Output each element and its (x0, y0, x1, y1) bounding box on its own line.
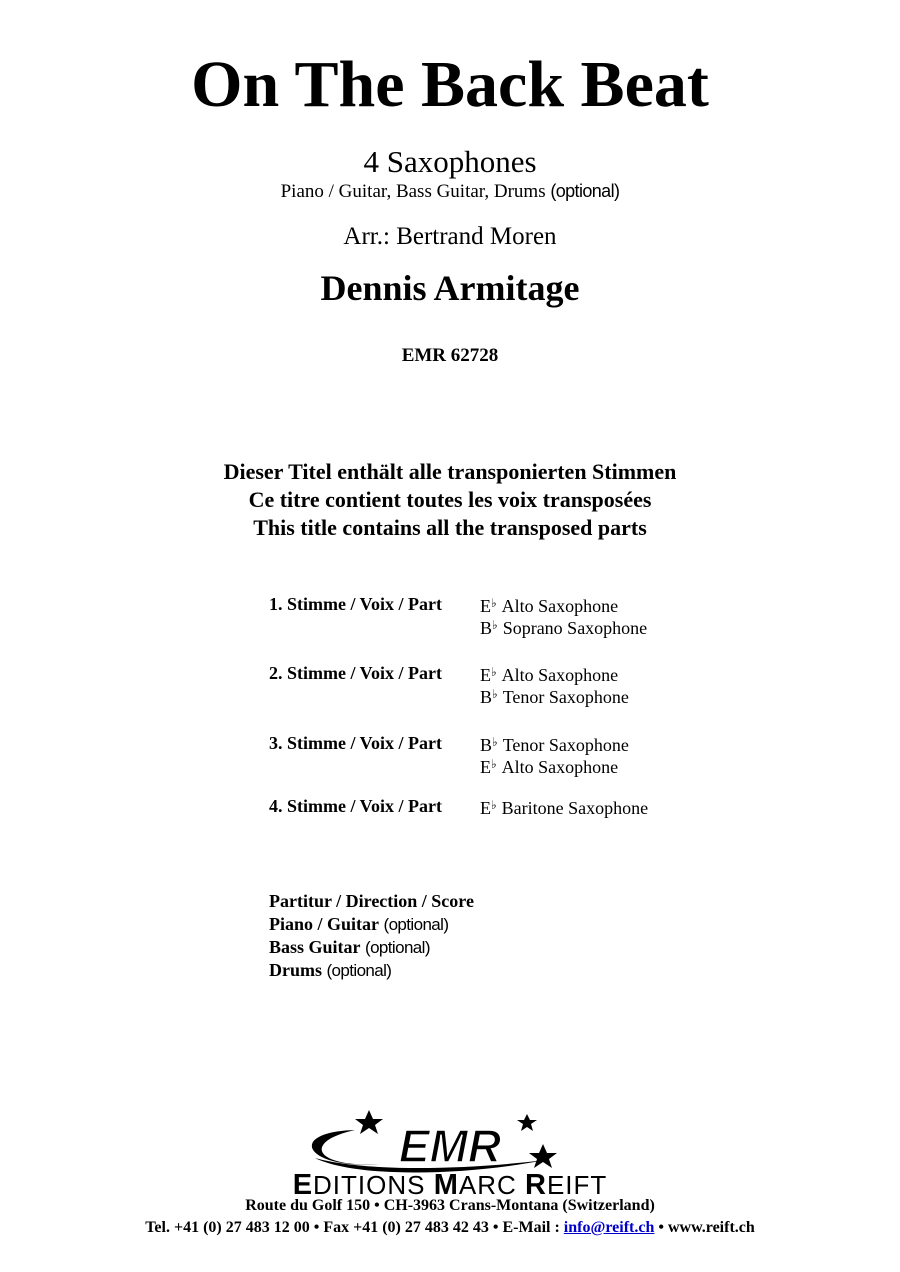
instrumentation-secondary (0, 182, 900, 201)
star-icon (517, 1114, 537, 1131)
arranger: Arr.: Bertrand Moren (343, 223, 557, 250)
part-2-instrument-2: B♭ Tenor Saxophone (480, 687, 629, 707)
extra-part-piano-guitar: Piano / Guitar (optional) (269, 914, 449, 934)
logo-text: EMR (398, 1120, 502, 1172)
publisher-contact (0, 1220, 900, 1236)
instrumentation-main: 4 Saxophones (363, 144, 537, 179)
part-4-instruments (480, 796, 648, 818)
part-1-instrument-2: B♭ Soprano Saxophone (480, 618, 648, 638)
part-4-label: 4. Stimme / Voix / Part (269, 796, 442, 816)
transposed-parts-notice (0, 458, 900, 542)
contact-website: • www.reift.ch (654, 1219, 755, 1236)
part-3-instruments (480, 733, 629, 777)
part-3-instrument-2: E♭ Alto Saxophone (480, 757, 619, 777)
part-3-label: 3. Stimme / Voix / Part (269, 733, 442, 753)
emr-logo (245, 1106, 655, 1200)
catalog-number: EMR 62728 (401, 345, 499, 366)
extra-part-score: Partitur / Direction / Score (269, 891, 474, 911)
part-2-label: 2. Stimme / Voix / Part (269, 663, 442, 683)
extra-part-bass-guitar: Bass Guitar (optional) (269, 937, 430, 957)
notice-line-english: This title contains all the transposed parts (253, 515, 647, 540)
logo-swoosh (312, 1130, 380, 1165)
flat-symbol: ♭ (492, 687, 498, 701)
flat-symbol: ♭ (491, 757, 497, 771)
contact-phone-fax: Tel. +41 (0) 27 483 12 00 • Fax +41 (0) 27 483 42 43 • E-Mail : (145, 1219, 564, 1236)
instrumentation-optional: (optional) (550, 181, 620, 201)
flat-symbol: ♭ (491, 798, 497, 812)
flat-symbol: ♭ (491, 665, 497, 679)
part-2-instruments (480, 663, 629, 707)
flat-symbol: ♭ (491, 596, 497, 610)
score-title: On The Back Beat (191, 48, 709, 121)
part-4-instrument-1: E♭ Baritone Saxophone (480, 798, 649, 818)
part-2-instrument-1: E♭ Alto Saxophone (480, 665, 619, 685)
star-icon (355, 1110, 383, 1134)
part-1-label: 1. Stimme / Voix / Part (269, 594, 442, 614)
composer: Dennis Armitage (320, 268, 580, 308)
publisher-address: Route du Golf 150 • CH-3963 Crans-Montana (Switzerland) (245, 1197, 655, 1214)
part-1-instrument-1: E♭ Alto Saxophone (480, 596, 619, 616)
instrumentation-secondary-text: Piano / Guitar, Bass Guitar, Drums (280, 181, 546, 202)
part-1-instruments (480, 594, 647, 638)
notice-line-german: Dieser Titel enthält alle transponierten Stimmen (223, 459, 677, 484)
notice-line-french: Ce titre contient toutes les voix transposées (248, 487, 652, 512)
flat-symbol: ♭ (492, 618, 498, 632)
extra-part-drums: Drums (optional) (269, 960, 392, 980)
star-icon (529, 1144, 557, 1168)
email-link[interactable]: info@reift.ch (563, 1219, 655, 1236)
publisher-name: EDITIONS MARC REIFT (292, 1169, 608, 1200)
part-3-instrument-1: B♭ Tenor Saxophone (480, 735, 629, 755)
flat-symbol: ♭ (492, 735, 498, 749)
additional-parts-list (269, 890, 474, 982)
